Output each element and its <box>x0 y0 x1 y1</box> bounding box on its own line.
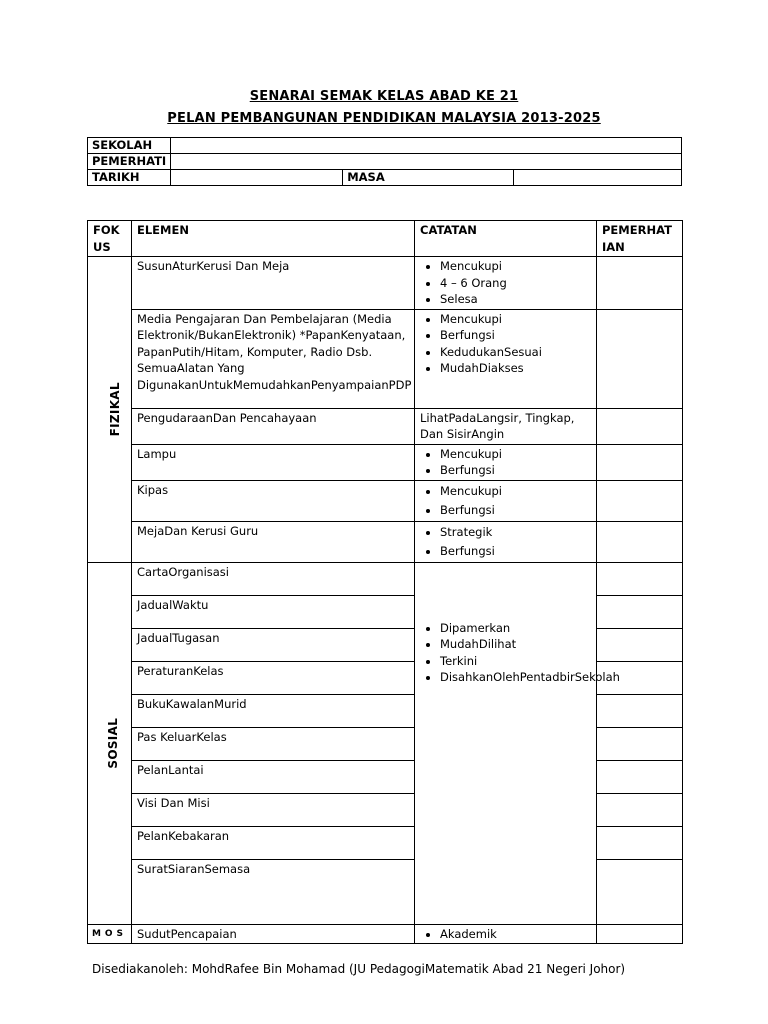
catatan-item: • Mencukupi <box>440 446 591 463</box>
header-pemerhatian: PEMERHAT IAN <box>597 221 683 257</box>
pemerhatian-cell[interactable] <box>597 595 683 628</box>
catatan-item: • Akademik <box>440 926 591 943</box>
pemerhatian-cell[interactable] <box>597 257 683 310</box>
pemerhatian-cell[interactable] <box>597 309 683 408</box>
field-tarikh[interactable] <box>171 170 343 186</box>
catatan-item: • Strategik <box>440 523 591 542</box>
pemerhatian-cell[interactable] <box>597 480 683 521</box>
catatan-item: • Berfungsi <box>440 501 591 520</box>
catatan-cell <box>415 257 597 310</box>
doc-subtitle: PELAN PEMBANGUNAN PENDIDIKAN MALAYSIA 2013-2025 <box>167 111 601 126</box>
elemen-cell: PeraturanKelas <box>132 661 415 694</box>
elemen-cell: JadualWaktu <box>132 595 415 628</box>
catatan-item: • Mencukupi <box>440 311 591 328</box>
catatan-item: • Selesa <box>440 291 591 308</box>
elemen-cell: SudutPencapaian <box>132 924 415 944</box>
catatan-item: • 4 – 6 Orang <box>440 275 591 292</box>
catatan-item: • DisahkanOlehPentadbirSekolah <box>440 669 591 686</box>
elemen-cell: PelanLantai <box>132 760 415 793</box>
field-sekolah[interactable] <box>171 138 682 154</box>
elemen-cell: SuratSiaranSemasa <box>132 859 415 924</box>
focus-fizikal <box>88 257 132 563</box>
catatan-item: • Mencukupi <box>440 258 591 275</box>
catatan-item: • Berfungsi <box>440 327 591 344</box>
elemen-cell: Lampu <box>132 444 415 480</box>
catatan-item: • Berfungsi <box>440 462 591 479</box>
focus-fizikal-label: FIZIKAL <box>107 382 122 437</box>
header-elemen: ELEMEN <box>132 221 415 257</box>
elemen-cell: Media Pengajaran Dan Pembelajaran (Media Elektronik/BukanElektronik) *PapanKenyataan, PapanPutih/Hitam, Komputer, Radio Dsb. SemuaAlatan Yang DigunakanUntukMemudahkanPenyampaianPDP <box>132 309 415 408</box>
catatan-cell <box>415 924 597 944</box>
doc-title: SENARAI SEMAK KELAS ABAD KE 21 <box>249 89 519 104</box>
header-fokus: FOK US <box>88 221 132 257</box>
pemerhatian-cell[interactable] <box>597 859 683 924</box>
label-tarikh: TARIKH <box>88 170 171 186</box>
pemerhatian-cell[interactable] <box>597 727 683 760</box>
focus-mos: MOS <box>88 924 132 944</box>
focus-sosial <box>88 562 132 924</box>
elemen-cell: PengudaraanDan Pencahayaan <box>132 408 415 444</box>
pemerhatian-cell[interactable] <box>597 760 683 793</box>
pemerhatian-cell[interactable] <box>597 444 683 480</box>
elemen-cell: JadualTugasan <box>132 628 415 661</box>
elemen-cell: SusunAturKerusi Dan Meja <box>132 257 415 310</box>
pemerhatian-cell[interactable] <box>597 408 683 444</box>
focus-sosial-label: SOSIAL <box>106 717 121 769</box>
catatan-item: • Mencukupi <box>440 482 591 501</box>
elemen-cell: CartaOrganisasi <box>132 562 415 595</box>
catatan-cell: LihatPadaLangsir, Tingkap, Dan SisirAngin <box>415 408 597 444</box>
catatan-cell <box>415 480 597 521</box>
catatan-item: • MudahDilihat <box>440 636 591 653</box>
label-sekolah: SEKOLAH <box>88 138 171 154</box>
elemen-cell: Visi Dan Misi <box>132 793 415 826</box>
catatan-cell-sosial <box>415 562 620 924</box>
info-table <box>87 137 682 186</box>
footer-credit: Disediakanoleh: MohdRafee Bin Mohamad (JU PedagogiMatematik Abad 21 Negeri Johor) <box>92 962 626 976</box>
pemerhatian-cell[interactable] <box>597 562 683 595</box>
catatan-item: • MudahDiakses <box>440 360 591 377</box>
catatan-cell <box>415 521 597 562</box>
field-pemerhati[interactable] <box>171 154 682 170</box>
catatan-item: • KedudukanSesuai <box>440 344 591 361</box>
elemen-cell: Pas KeluarKelas <box>132 727 415 760</box>
field-masa[interactable] <box>514 170 682 186</box>
label-masa: MASA <box>343 170 514 186</box>
catatan-cell <box>415 309 597 408</box>
label-pemerhati: PEMERHATI <box>88 154 171 170</box>
elemen-cell: Kipas <box>132 480 415 521</box>
catatan-cell <box>415 444 597 480</box>
catatan-item: • Terkini <box>440 653 591 670</box>
pemerhatian-cell[interactable] <box>597 924 683 944</box>
elemen-cell: MejaDan Kerusi Guru <box>132 521 415 562</box>
elemen-cell: PelanKebakaran <box>132 826 415 859</box>
pemerhatian-cell[interactable] <box>597 628 683 661</box>
catatan-item: • Berfungsi <box>440 542 591 561</box>
pemerhatian-cell[interactable] <box>597 694 683 727</box>
header-catatan: CATATAN <box>415 221 597 257</box>
pemerhatian-cell[interactable] <box>597 793 683 826</box>
catatan-item: • Dipamerkan <box>440 620 591 637</box>
pemerhatian-cell[interactable] <box>597 826 683 859</box>
pemerhatian-cell[interactable] <box>597 521 683 562</box>
elemen-cell: BukuKawalanMurid <box>132 694 415 727</box>
checklist-table <box>87 220 683 944</box>
